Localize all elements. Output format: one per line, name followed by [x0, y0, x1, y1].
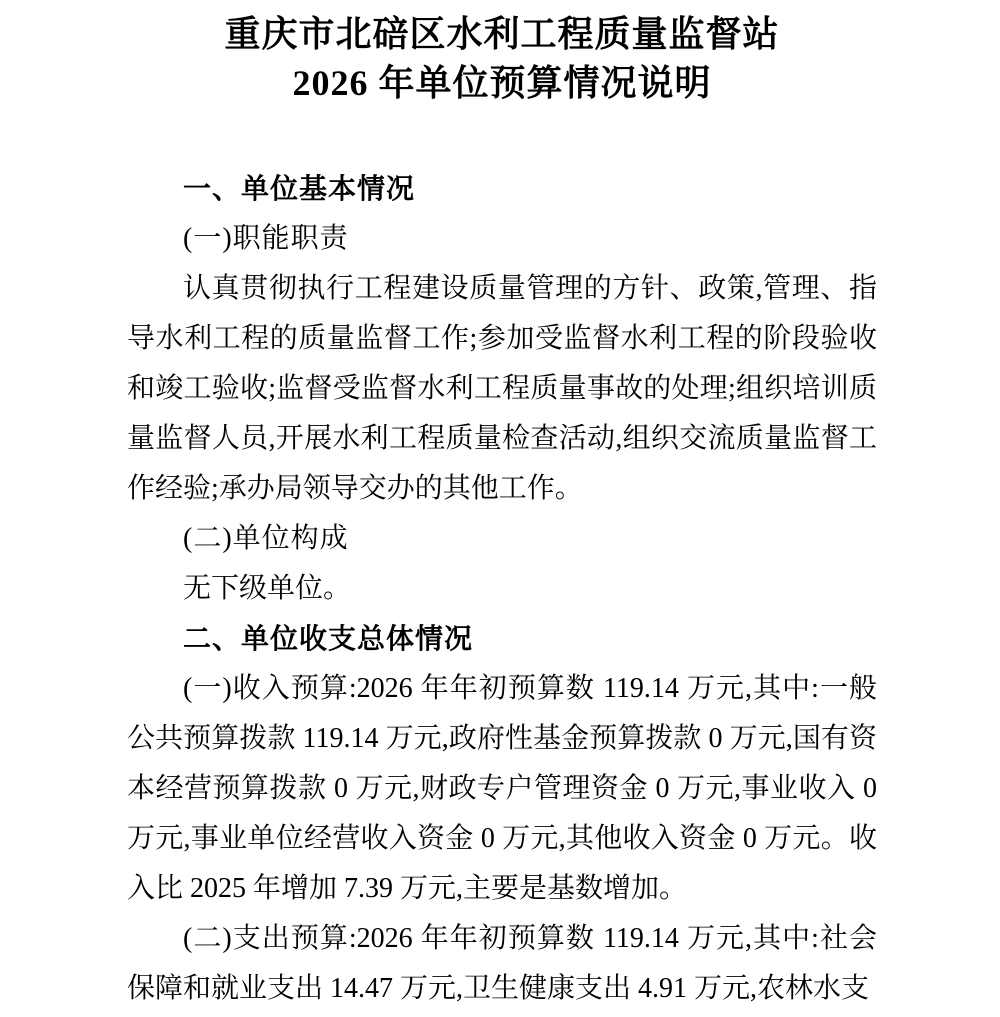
- document-title: [127, 10, 877, 108]
- section-heading-basic-info: 一、单位基本情况: [183, 173, 416, 204]
- paragraph-composition: 无下级单位。: [183, 573, 352, 604]
- document-body: [127, 164, 877, 1014]
- title-line-2: 2026 年单位预算情况说明: [292, 63, 712, 103]
- section-heading-revenue-expenditure: 二、单位收支总体情况: [183, 623, 474, 654]
- paragraph-duties: 认真贯彻执行工程建设质量管理的方针、政策,管理、指导水利工程的质量监督工作;参加受监督水利工程的阶段验收和竣工验收;监督受监督水利工程质量事故的处理;组织培训质量监督人员,开展水利工程质量检查活动,组织交流质量监督工作经验;承办局领导交办的其他工作。: [127, 273, 877, 504]
- paragraph-expenditure-budget: (二)支出预算:2026 年年初预算数 119.14 万元,其中:社会保障和就业支出 14.47 万元,卫生健康支出 4.91 万元,农林水支: [127, 923, 877, 1004]
- paragraph-revenue-budget: (一)收入预算:2026 年年初预算数 119.14 万元,其中:一般公共预算拨款 119.14 万元,政府性基金预算拨款 0 万元,国有资本经营预算拨款 0 万元,财政专户管理资金 0 万元,事业收入 0 万元,事业单位经营收入资金 0 万元,其他收入资金 0 万元。收入比 2025 年增加 7.39 万元,主要是基数增加。: [127, 673, 877, 904]
- title-line-1: 重庆市北碚区水利工程质量监督站: [224, 14, 780, 54]
- subsection-heading-composition: (二)单位构成: [183, 523, 349, 554]
- subsection-heading-duties: (一)职能职责: [183, 223, 349, 254]
